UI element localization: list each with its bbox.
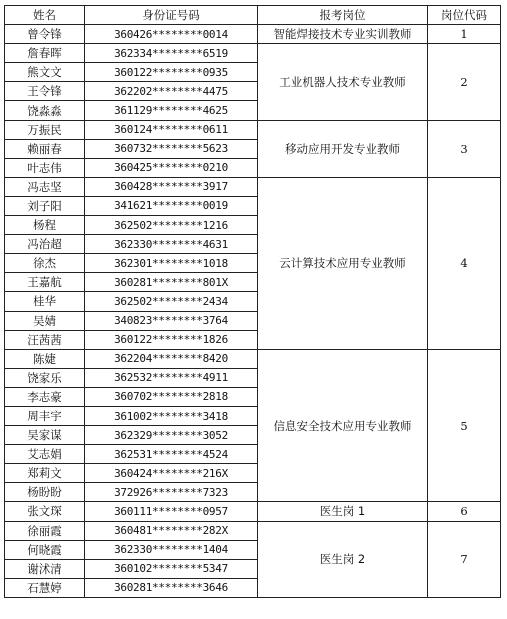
applicant-id-number: 361002********3418 [85,406,258,425]
position-code-cell: 7 [428,521,501,597]
applicant-name: 冯志坚 [5,177,85,196]
applicant-name: 饶淼淼 [5,101,85,120]
applicant-name: 汪茜茜 [5,330,85,349]
table-body [5,25,501,598]
applicant-id-number: 362502********2434 [85,292,258,311]
header-row [5,6,501,25]
applicant-name: 万振民 [5,120,85,139]
applicant-name: 周丰宇 [5,406,85,425]
position-code-cell: 6 [428,502,501,521]
header-id: 身份证号码 [85,6,258,25]
applicant-id-number: 360281********801X [85,273,258,292]
applicant-id-number: 360281********3646 [85,578,258,597]
applicant-id-number: 360732********5623 [85,139,258,158]
applicant-id-number: 361129********4625 [85,101,258,120]
applicant-id-number: 362329********3052 [85,426,258,445]
applicant-id-number: 362204********8420 [85,349,258,368]
applicant-id-number: 360122********0935 [85,63,258,82]
applicant-name: 詹春晖 [5,44,85,63]
applicant-name: 曾令锋 [5,25,85,44]
applicant-name: 石慧婷 [5,578,85,597]
position-code-cell: 2 [428,44,501,120]
applicant-id-number: 360481********282X [85,521,258,540]
applicant-name: 吴婧 [5,311,85,330]
position-cell: 云计算技术应用专业教师 [258,177,428,349]
applicant-id-number: 360425********0210 [85,158,258,177]
header-position: 报考岗位 [258,6,428,25]
applicant-name: 王嘉航 [5,273,85,292]
applicant-id-number: 360122********1826 [85,330,258,349]
applicant-name: 艾志娟 [5,445,85,464]
table-row [5,177,501,196]
applicant-name: 何晓霞 [5,540,85,559]
applicant-id-number: 360102********5347 [85,559,258,578]
applicant-id-number: 362531********4524 [85,445,258,464]
position-code-cell: 3 [428,120,501,177]
applicant-id-number: 360426********0014 [85,25,258,44]
applicant-name: 王令锋 [5,82,85,101]
table-row [5,44,501,63]
applicant-id-number: 362330********1404 [85,540,258,559]
applicant-name: 郑莉文 [5,464,85,483]
applicant-id-number: 360428********3917 [85,177,258,196]
applicant-id-number: 362532********4911 [85,368,258,387]
applicant-id-number: 372926********7323 [85,483,258,502]
applicant-id-number: 340823********3764 [85,311,258,330]
applicant-name: 杨程 [5,216,85,235]
table-row [5,25,501,44]
applicant-name: 吴家谋 [5,426,85,445]
applicant-id-number: 360111********0957 [85,502,258,521]
position-code-cell: 4 [428,177,501,349]
position-cell: 信息安全技术应用专业教师 [258,349,428,502]
applicant-id-number: 341621********0019 [85,196,258,215]
position-cell: 移动应用开发专业教师 [258,120,428,177]
applicant-id-number: 362334********6519 [85,44,258,63]
table-row [5,120,501,139]
applicant-name: 张文琛 [5,502,85,521]
applicant-name: 冯治超 [5,235,85,254]
position-code-cell: 5 [428,349,501,502]
position-cell: 医生岗 2 [258,521,428,597]
applicant-name: 徐丽霞 [5,521,85,540]
table-header [5,6,501,25]
table-row [5,502,501,521]
applicant-id-number: 360424********216X [85,464,258,483]
applicant-name: 李志豪 [5,387,85,406]
applicant-name: 饶家乐 [5,368,85,387]
applicant-id-number: 360702********2818 [85,387,258,406]
position-cell: 智能焊接技术专业实训教师 [258,25,428,44]
applicant-id-number: 362330********4631 [85,235,258,254]
applicant-name: 叶志伟 [5,158,85,177]
applicant-name: 刘子阳 [5,196,85,215]
applicant-name: 桂华 [5,292,85,311]
table-row [5,349,501,368]
applicant-name: 徐杰 [5,254,85,273]
header-code: 岗位代码 [428,6,501,25]
applicant-table [4,5,501,598]
applicant-id-number: 362502********1216 [85,216,258,235]
position-cell: 医生岗 1 [258,502,428,521]
position-code-cell: 1 [428,25,501,44]
applicant-name: 陈婕 [5,349,85,368]
table-row [5,521,501,540]
applicant-id-number: 362301********1018 [85,254,258,273]
applicant-name: 谢沭清 [5,559,85,578]
applicant-name: 杨盼盼 [5,483,85,502]
applicant-id-number: 362202********4475 [85,82,258,101]
applicant-id-number: 360124********0611 [85,120,258,139]
position-cell: 工业机器人技术专业教师 [258,44,428,120]
header-name: 姓名 [5,6,85,25]
applicant-name: 熊文文 [5,63,85,82]
applicant-name: 赖丽春 [5,139,85,158]
